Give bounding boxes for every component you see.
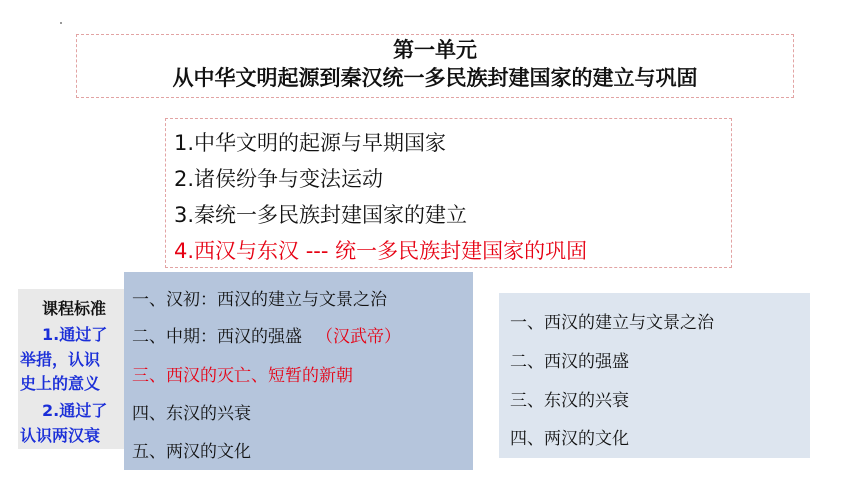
outline-left-item-3: 三、西汉的灭亡、短暂的新朝 [132, 366, 353, 386]
lesson-item-1: 1.中华文明的起源与早期国家 [174, 131, 447, 155]
outline-right-item-3: 三、东汉的兴衰 [510, 391, 629, 411]
outline-left-item-1: 一、汉初：西汉的建立与文景之治 [132, 290, 387, 310]
outline-left-item-2 [132, 326, 401, 348]
curriculum-line-2: 举措，认识 [20, 350, 101, 369]
lesson-outline-detailed [124, 272, 473, 470]
curriculum-standard-panel [18, 289, 130, 449]
curriculum-heading: 课程标准 [42, 299, 107, 318]
lesson-list [165, 118, 732, 268]
curriculum-line-4: 2.通过了 [42, 401, 108, 420]
curriculum-line-5: 认识两汉衰 [20, 426, 101, 445]
outline-right-item-2: 二、西汉的强盛 [510, 352, 629, 372]
lesson-item-3: 3.秦统一多民族封建国家的建立 [174, 203, 468, 227]
outline-left-item-5: 五、两汉的文化 [132, 442, 251, 462]
curriculum-line-3: 史上的意义 [20, 374, 101, 393]
unit-title-box [76, 34, 794, 98]
lesson-item-2: 2.诸侯纷争与变法运动 [174, 167, 384, 191]
decorative-dot [60, 22, 62, 24]
outline-right-item-4: 四、两汉的文化 [510, 429, 629, 449]
unit-subtitle: 从中华文明起源到秦汉统一多民族封建国家的建立与巩固 [172, 66, 698, 90]
lesson-item-4-current: 4.西汉与东汉 --- 统一多民族封建国家的巩固 [174, 239, 588, 263]
curriculum-line-1: 1.通过了 [42, 325, 108, 344]
outline-left-item-4: 四、东汉的兴衰 [132, 404, 251, 424]
outline-left-item-2-text: 二、中期：西汉的强盛 [132, 327, 302, 347]
outline-right-item-1: 一、西汉的建立与文景之治 [510, 313, 714, 333]
lesson-outline-summary [499, 293, 810, 458]
unit-title: 第一单元 [393, 38, 477, 62]
emperor-note: （汉武帝） [316, 327, 401, 347]
